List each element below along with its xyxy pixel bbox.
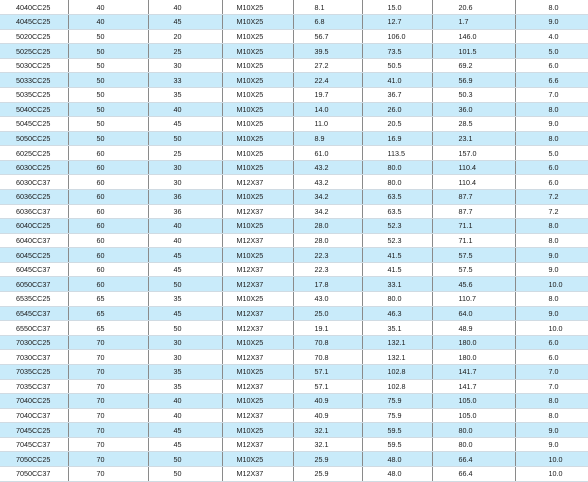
cell-model-code: 6535CC25	[0, 292, 68, 307]
cell-dimension-a: 60	[68, 146, 148, 161]
cell-screw-size: M10X25	[222, 292, 293, 307]
table-row	[0, 117, 588, 132]
cell-value-4: 9.0	[515, 117, 588, 132]
cell-dimension-a: 70	[68, 394, 148, 409]
cell-value-1: 70.8	[293, 350, 362, 365]
cell-value-4: 6.0	[515, 175, 588, 190]
cell-value-3: 71.1	[432, 233, 515, 248]
table-row	[0, 394, 588, 409]
cell-screw-size: M12X37	[222, 467, 293, 482]
cell-screw-size: M10X25	[222, 219, 293, 234]
cell-dimension-a: 60	[68, 219, 148, 234]
cell-value-1: 19.7	[293, 87, 362, 102]
cell-value-3: 23.1	[432, 131, 515, 146]
cell-value-1: 34.2	[293, 190, 362, 205]
cell-model-code: 6040CC25	[0, 219, 68, 234]
table-row	[0, 233, 588, 248]
cell-value-4: 7.0	[515, 87, 588, 102]
table-row	[0, 102, 588, 117]
cell-value-3: 146.0	[432, 29, 515, 44]
cell-value-4: 7.2	[515, 204, 588, 219]
table-row	[0, 335, 588, 350]
cell-value-2: 16.9	[362, 131, 432, 146]
cell-value-2: 59.5	[362, 437, 432, 452]
cell-model-code: 5040CC25	[0, 102, 68, 117]
cell-value-2: 15.0	[362, 0, 432, 15]
cell-value-3: 101.5	[432, 44, 515, 59]
cell-screw-size: M10X25	[222, 44, 293, 59]
cell-value-4: 9.0	[515, 437, 588, 452]
cell-value-1: 57.1	[293, 364, 362, 379]
table-row	[0, 467, 588, 482]
table-row	[0, 204, 588, 219]
cell-model-code: 4045CC25	[0, 15, 68, 30]
cell-dimension-b: 45	[148, 306, 222, 321]
cell-value-3: 80.0	[432, 423, 515, 438]
cell-screw-size: M10X25	[222, 0, 293, 15]
cell-dimension-b: 35	[148, 87, 222, 102]
table-row	[0, 175, 588, 190]
cell-dimension-a: 70	[68, 408, 148, 423]
cell-value-1: 25.9	[293, 452, 362, 467]
cell-screw-size: M10X25	[222, 335, 293, 350]
cell-screw-size: M10X25	[222, 117, 293, 132]
cell-value-1: 43.2	[293, 175, 362, 190]
cell-screw-size: M12X37	[222, 379, 293, 394]
cell-value-2: 48.0	[362, 467, 432, 482]
cell-model-code: 7045CC25	[0, 423, 68, 438]
cell-dimension-a: 70	[68, 437, 148, 452]
cell-value-3: 66.4	[432, 467, 515, 482]
cell-screw-size: M10X25	[222, 29, 293, 44]
table-row	[0, 423, 588, 438]
cell-model-code: 7045CC37	[0, 437, 68, 452]
cell-dimension-a: 70	[68, 364, 148, 379]
cell-dimension-b: 50	[148, 467, 222, 482]
cell-value-4: 10.0	[515, 321, 588, 336]
cell-model-code: 6545CC37	[0, 306, 68, 321]
cell-value-3: 69.2	[432, 58, 515, 73]
cell-dimension-b: 20	[148, 29, 222, 44]
cell-value-3: 45.6	[432, 277, 515, 292]
cell-value-4: 8.0	[515, 131, 588, 146]
cell-dimension-b: 45	[148, 248, 222, 263]
cell-value-3: 157.0	[432, 146, 515, 161]
cell-value-1: 25.0	[293, 306, 362, 321]
cell-dimension-a: 60	[68, 190, 148, 205]
cell-dimension-b: 40	[148, 0, 222, 15]
cell-model-code: 6030CC37	[0, 175, 68, 190]
cell-value-4: 10.0	[515, 467, 588, 482]
cell-dimension-b: 36	[148, 190, 222, 205]
cell-dimension-a: 70	[68, 335, 148, 350]
cell-dimension-a: 70	[68, 350, 148, 365]
cell-value-4: 4.0	[515, 29, 588, 44]
cell-value-4: 9.0	[515, 423, 588, 438]
cell-value-2: 41.0	[362, 73, 432, 88]
cell-model-code: 6030CC25	[0, 160, 68, 175]
cell-screw-size: M10X25	[222, 131, 293, 146]
cell-value-3: 57.5	[432, 262, 515, 277]
cell-value-3: 141.7	[432, 364, 515, 379]
cell-value-4: 10.0	[515, 277, 588, 292]
cell-dimension-a: 60	[68, 277, 148, 292]
cell-model-code: 5020CC25	[0, 29, 68, 44]
cell-dimension-b: 50	[148, 131, 222, 146]
cell-screw-size: M12X37	[222, 437, 293, 452]
cell-model-code: 7050CC25	[0, 452, 68, 467]
cell-dimension-b: 45	[148, 15, 222, 30]
cell-value-4: 9.0	[515, 306, 588, 321]
cell-dimension-a: 60	[68, 175, 148, 190]
cell-value-1: 70.8	[293, 335, 362, 350]
cell-dimension-b: 35	[148, 292, 222, 307]
cell-value-2: 132.1	[362, 335, 432, 350]
cell-value-2: 80.0	[362, 160, 432, 175]
cell-value-2: 102.8	[362, 364, 432, 379]
cell-value-1: 32.1	[293, 423, 362, 438]
table-row	[0, 131, 588, 146]
cell-value-3: 64.0	[432, 306, 515, 321]
cell-dimension-a: 60	[68, 262, 148, 277]
cell-model-code: 7035CC37	[0, 379, 68, 394]
cell-dimension-b: 30	[148, 160, 222, 175]
cell-value-2: 20.5	[362, 117, 432, 132]
cell-value-4: 6.6	[515, 73, 588, 88]
cell-value-2: 52.3	[362, 219, 432, 234]
cell-dimension-a: 50	[68, 58, 148, 73]
cell-screw-size: M10X25	[222, 102, 293, 117]
table-row	[0, 306, 588, 321]
cell-value-4: 8.0	[515, 219, 588, 234]
cell-value-2: 106.0	[362, 29, 432, 44]
cell-value-3: 105.0	[432, 408, 515, 423]
cell-value-1: 22.4	[293, 73, 362, 88]
cell-screw-size: M10X25	[222, 73, 293, 88]
cell-value-3: 28.5	[432, 117, 515, 132]
cell-dimension-a: 65	[68, 292, 148, 307]
cell-dimension-b: 50	[148, 452, 222, 467]
cell-value-2: 132.1	[362, 350, 432, 365]
table-row	[0, 364, 588, 379]
cell-dimension-b: 50	[148, 277, 222, 292]
table-row	[0, 379, 588, 394]
cell-value-2: 63.5	[362, 204, 432, 219]
table-row	[0, 44, 588, 59]
cell-screw-size: M12X37	[222, 306, 293, 321]
table-row	[0, 277, 588, 292]
cell-value-3: 57.5	[432, 248, 515, 263]
cell-dimension-a: 60	[68, 248, 148, 263]
cell-screw-size: M12X37	[222, 175, 293, 190]
cell-model-code: 6550CC37	[0, 321, 68, 336]
cell-dimension-a: 50	[68, 44, 148, 59]
cell-model-code: 6050CC37	[0, 277, 68, 292]
cell-value-1: 61.0	[293, 146, 362, 161]
cell-value-3: 71.1	[432, 219, 515, 234]
cell-value-2: 41.5	[362, 262, 432, 277]
cell-screw-size: M12X37	[222, 204, 293, 219]
cell-value-3: 20.6	[432, 0, 515, 15]
cell-value-1: 40.9	[293, 394, 362, 409]
cell-value-2: 63.5	[362, 190, 432, 205]
cell-dimension-a: 70	[68, 467, 148, 482]
cell-dimension-a: 65	[68, 306, 148, 321]
table-row	[0, 452, 588, 467]
cell-value-1: 11.0	[293, 117, 362, 132]
cell-dimension-a: 65	[68, 321, 148, 336]
cell-dimension-b: 35	[148, 364, 222, 379]
cell-screw-size: M10X25	[222, 160, 293, 175]
cell-dimension-a: 60	[68, 204, 148, 219]
cell-dimension-b: 45	[148, 117, 222, 132]
cell-screw-size: M12X37	[222, 262, 293, 277]
cell-value-1: 43.2	[293, 160, 362, 175]
cell-value-1: 32.1	[293, 437, 362, 452]
cell-value-2: 46.3	[362, 306, 432, 321]
cell-value-1: 40.9	[293, 408, 362, 423]
table-row	[0, 87, 588, 102]
table-row	[0, 160, 588, 175]
cell-value-3: 110.7	[432, 292, 515, 307]
table-row	[0, 321, 588, 336]
cell-value-3: 110.4	[432, 160, 515, 175]
cell-value-4: 7.0	[515, 379, 588, 394]
cell-value-2: 52.3	[362, 233, 432, 248]
cell-value-3: 87.7	[432, 190, 515, 205]
table-row	[0, 190, 588, 205]
cell-screw-size: M10X25	[222, 452, 293, 467]
cell-value-1: 27.2	[293, 58, 362, 73]
cell-model-code: 6045CC37	[0, 262, 68, 277]
cell-value-4: 5.0	[515, 44, 588, 59]
cell-value-4: 9.0	[515, 262, 588, 277]
cell-model-code: 6036CC25	[0, 190, 68, 205]
cell-value-1: 34.2	[293, 204, 362, 219]
cell-model-code: 7050CC37	[0, 467, 68, 482]
cell-dimension-b: 30	[148, 175, 222, 190]
cell-model-code: 7030CC25	[0, 335, 68, 350]
cell-dimension-a: 70	[68, 423, 148, 438]
table-row	[0, 15, 588, 30]
cell-model-code: 5045CC25	[0, 117, 68, 132]
cell-model-code: 5030CC25	[0, 58, 68, 73]
cell-dimension-b: 40	[148, 219, 222, 234]
cell-value-2: 26.0	[362, 102, 432, 117]
cell-value-2: 12.7	[362, 15, 432, 30]
cell-screw-size: M10X25	[222, 146, 293, 161]
cell-screw-size: M12X37	[222, 408, 293, 423]
cell-value-1: 43.0	[293, 292, 362, 307]
cell-value-1: 28.0	[293, 219, 362, 234]
cell-value-1: 25.9	[293, 467, 362, 482]
cell-value-2: 36.7	[362, 87, 432, 102]
cell-value-4: 8.0	[515, 408, 588, 423]
cell-value-1: 22.3	[293, 248, 362, 263]
cell-dimension-b: 30	[148, 350, 222, 365]
cell-value-4: 6.0	[515, 58, 588, 73]
cell-value-1: 6.8	[293, 15, 362, 30]
cell-value-1: 17.8	[293, 277, 362, 292]
cell-dimension-b: 50	[148, 321, 222, 336]
cell-value-1: 8.1	[293, 0, 362, 15]
cell-value-2: 102.8	[362, 379, 432, 394]
cell-dimension-b: 40	[148, 394, 222, 409]
cell-dimension-b: 25	[148, 44, 222, 59]
cell-screw-size: M12X37	[222, 321, 293, 336]
cell-value-4: 8.0	[515, 102, 588, 117]
cell-value-2: 113.5	[362, 146, 432, 161]
cell-dimension-b: 45	[148, 262, 222, 277]
cell-dimension-a: 70	[68, 379, 148, 394]
cell-value-3: 180.0	[432, 350, 515, 365]
cell-value-1: 28.0	[293, 233, 362, 248]
cell-value-1: 57.1	[293, 379, 362, 394]
cell-value-2: 41.5	[362, 248, 432, 263]
cell-value-4: 7.0	[515, 364, 588, 379]
cell-model-code: 6040CC37	[0, 233, 68, 248]
cell-dimension-b: 36	[148, 204, 222, 219]
cell-value-2: 35.1	[362, 321, 432, 336]
cell-screw-size: M12X37	[222, 277, 293, 292]
cell-value-3: 105.0	[432, 394, 515, 409]
cell-value-4: 6.0	[515, 160, 588, 175]
cell-dimension-a: 50	[68, 73, 148, 88]
cell-value-3: 141.7	[432, 379, 515, 394]
cell-value-3: 56.9	[432, 73, 515, 88]
cell-model-code: 7035CC25	[0, 364, 68, 379]
cell-screw-size: M10X25	[222, 58, 293, 73]
cell-value-2: 50.5	[362, 58, 432, 73]
cell-value-4: 6.0	[515, 350, 588, 365]
cell-screw-size: M12X37	[222, 233, 293, 248]
cell-value-1: 14.0	[293, 102, 362, 117]
cell-dimension-b: 45	[148, 423, 222, 438]
cell-value-2: 80.0	[362, 292, 432, 307]
cell-dimension-a: 50	[68, 117, 148, 132]
cell-model-code: 5025CC25	[0, 44, 68, 59]
table-row	[0, 437, 588, 452]
cell-model-code: 5050CC25	[0, 131, 68, 146]
cell-dimension-b: 33	[148, 73, 222, 88]
table-row	[0, 350, 588, 365]
cell-value-2: 75.9	[362, 408, 432, 423]
cell-value-3: 87.7	[432, 204, 515, 219]
cell-dimension-b: 30	[148, 335, 222, 350]
cell-screw-size: M12X37	[222, 350, 293, 365]
cell-model-code: 5033CC25	[0, 73, 68, 88]
cell-model-code: 6045CC25	[0, 248, 68, 263]
cell-dimension-b: 40	[148, 102, 222, 117]
cell-dimension-a: 50	[68, 102, 148, 117]
cell-value-2: 75.9	[362, 394, 432, 409]
table-row	[0, 58, 588, 73]
cell-value-4: 10.0	[515, 452, 588, 467]
cell-model-code: 7030CC37	[0, 350, 68, 365]
cell-value-3: 48.9	[432, 321, 515, 336]
cell-model-code: 7040CC25	[0, 394, 68, 409]
cell-dimension-b: 25	[148, 146, 222, 161]
cell-dimension-b: 45	[148, 437, 222, 452]
cell-screw-size: M10X25	[222, 394, 293, 409]
cell-value-4: 7.2	[515, 190, 588, 205]
cell-value-3: 36.0	[432, 102, 515, 117]
table-row	[0, 73, 588, 88]
cell-value-2: 59.5	[362, 423, 432, 438]
cell-value-1: 22.3	[293, 262, 362, 277]
cell-screw-size: M10X25	[222, 423, 293, 438]
cell-screw-size: M10X25	[222, 87, 293, 102]
cell-dimension-a: 50	[68, 29, 148, 44]
cell-dimension-a: 50	[68, 87, 148, 102]
table-row	[0, 292, 588, 307]
cell-value-3: 80.0	[432, 437, 515, 452]
cell-value-1: 39.5	[293, 44, 362, 59]
cell-value-2: 73.5	[362, 44, 432, 59]
cell-model-code: 6025CC25	[0, 146, 68, 161]
table-row	[0, 0, 588, 15]
cell-dimension-b: 40	[148, 233, 222, 248]
cell-model-code: 4040CC25	[0, 0, 68, 15]
cell-model-code: 6036CC37	[0, 204, 68, 219]
cell-dimension-a: 60	[68, 160, 148, 175]
cell-dimension-b: 30	[148, 58, 222, 73]
cell-value-2: 48.0	[362, 452, 432, 467]
cell-value-4: 9.0	[515, 15, 588, 30]
cell-model-code: 5035CC25	[0, 87, 68, 102]
cell-dimension-a: 60	[68, 233, 148, 248]
cell-value-1: 8.9	[293, 131, 362, 146]
cell-dimension-b: 40	[148, 408, 222, 423]
cell-value-4: 8.0	[515, 233, 588, 248]
table-row	[0, 219, 588, 234]
cell-screw-size: M10X25	[222, 364, 293, 379]
cell-dimension-a: 40	[68, 15, 148, 30]
cell-dimension-a: 40	[68, 0, 148, 15]
cell-value-1: 56.7	[293, 29, 362, 44]
cell-value-2: 80.0	[362, 175, 432, 190]
cell-model-code: 7040CC37	[0, 408, 68, 423]
cell-dimension-b: 35	[148, 379, 222, 394]
cell-value-4: 8.0	[515, 0, 588, 15]
cell-value-3: 1.7	[432, 15, 515, 30]
table-row	[0, 146, 588, 161]
cell-value-3: 50.3	[432, 87, 515, 102]
cell-value-3: 180.0	[432, 335, 515, 350]
cell-dimension-a: 70	[68, 452, 148, 467]
cell-value-3: 66.4	[432, 452, 515, 467]
table-row	[0, 408, 588, 423]
cell-value-4: 8.0	[515, 394, 588, 409]
cell-value-3: 110.4	[432, 175, 515, 190]
cell-screw-size: M10X25	[222, 248, 293, 263]
cell-dimension-a: 50	[68, 131, 148, 146]
cell-value-4: 5.0	[515, 146, 588, 161]
table-row	[0, 248, 588, 263]
cell-value-4: 9.0	[515, 248, 588, 263]
cell-value-2: 33.1	[362, 277, 432, 292]
cell-value-4: 8.0	[515, 292, 588, 307]
cell-screw-size: M10X25	[222, 15, 293, 30]
table-row	[0, 262, 588, 277]
cell-value-4: 6.0	[515, 335, 588, 350]
cell-value-1: 19.1	[293, 321, 362, 336]
table-row	[0, 29, 588, 44]
cell-screw-size: M10X25	[222, 190, 293, 205]
